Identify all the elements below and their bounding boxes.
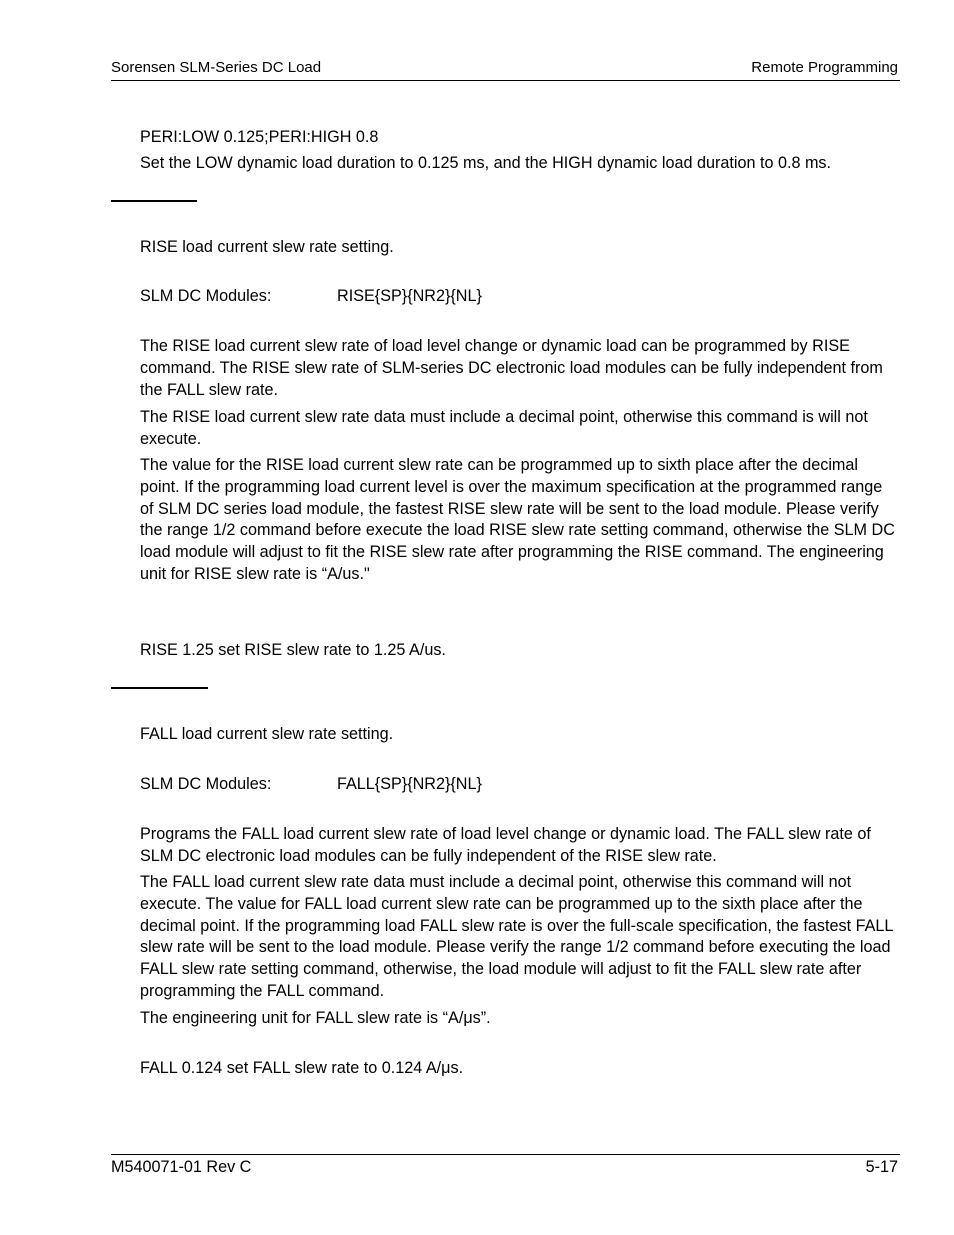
fall-heading-rule <box>111 687 208 689</box>
rise-heading-rule <box>111 200 197 202</box>
rise-description-3: The value for the RISE load current slew rate can be programmed up to sixth place after the decimal point. If the programming load current level is over the maximum specification at the programmed range of SLM DC series load module, the fastest RISE slew rate will be sent to the load module. Please verify the range 1/2 command before execute the load RISE slew rate setting command, otherwise the SLM DC load module will adjust to fit the RISE slew rate after programming the RISE command. The engineering unit for RISE slew rate is “A/us." <box>140 456 895 583</box>
rise-example: RISE 1.25 set RISE slew rate to 1.25 A/us. <box>140 641 446 659</box>
fall-unit-note: The engineering unit for FALL slew rate is “A/μs”. <box>140 1009 491 1027</box>
header-title: Sorensen SLM-Series DC Load <box>111 59 322 76</box>
fall-syntax-row <box>140 774 900 796</box>
rise-description-1: The RISE load current slew rate of load level change or dynamic load can be programmed by RISE command. The RISE slew rate of SLM-series DC electronic load modules can be fully independent from the FALL slew rate. <box>140 337 883 399</box>
peri-example-description: Set the LOW dynamic load duration to 0.125 ms, and the HIGH dynamic load duration to 0.8 ms. <box>140 154 832 172</box>
footer-page-number: 5-17 <box>865 1158 898 1176</box>
fall-syntax: FALL{SP}{NR2}{NL} <box>337 775 482 793</box>
footer-rule <box>111 1154 900 1155</box>
header-rule <box>111 80 900 81</box>
header-section: Remote Programming <box>751 59 898 76</box>
rise-syntax: RISE{SP}{NR2}{NL} <box>337 287 482 305</box>
peri-example-command: PERI:LOW 0.125;PERI:HIGH 0.8 <box>140 128 379 146</box>
fall-syntax-label: SLM DC Modules: <box>140 775 272 793</box>
rise-summary: RISE load current slew rate setting. <box>140 238 394 256</box>
footer-document-number: M540071-01 Rev C <box>111 1158 252 1176</box>
fall-description-2: The FALL load current slew rate data must include a decimal point, otherwise this command will not execute. The value for FALL load current slew rate can be programmed up to the sixth place after the decimal point. If the programming load FALL slew rate is over the full-scale specification, the fastest FALL slew rate will be sent to the load module. Please verify the range 1/2 command before executing the load FALL slew rate setting command, otherwise, the load module will adjust to fit the FALL slew rate after programming the FALL command. <box>140 873 893 1000</box>
fall-summary: FALL load current slew rate setting. <box>140 725 394 743</box>
fall-example: FALL 0.124 set FALL slew rate to 0.124 A/μs. <box>140 1059 464 1077</box>
rise-syntax-label: SLM DC Modules: <box>140 287 272 305</box>
rise-description-2: The RISE load current slew rate data must include a decimal point, otherwise this command is will not execute. <box>140 408 868 448</box>
fall-description-1: Programs the FALL load current slew rate of load level change or dynamic load. The FALL slew rate of SLM DC electronic load modules can be fully independent of the RISE slew rate. <box>140 825 871 865</box>
rise-syntax-row <box>140 286 900 308</box>
